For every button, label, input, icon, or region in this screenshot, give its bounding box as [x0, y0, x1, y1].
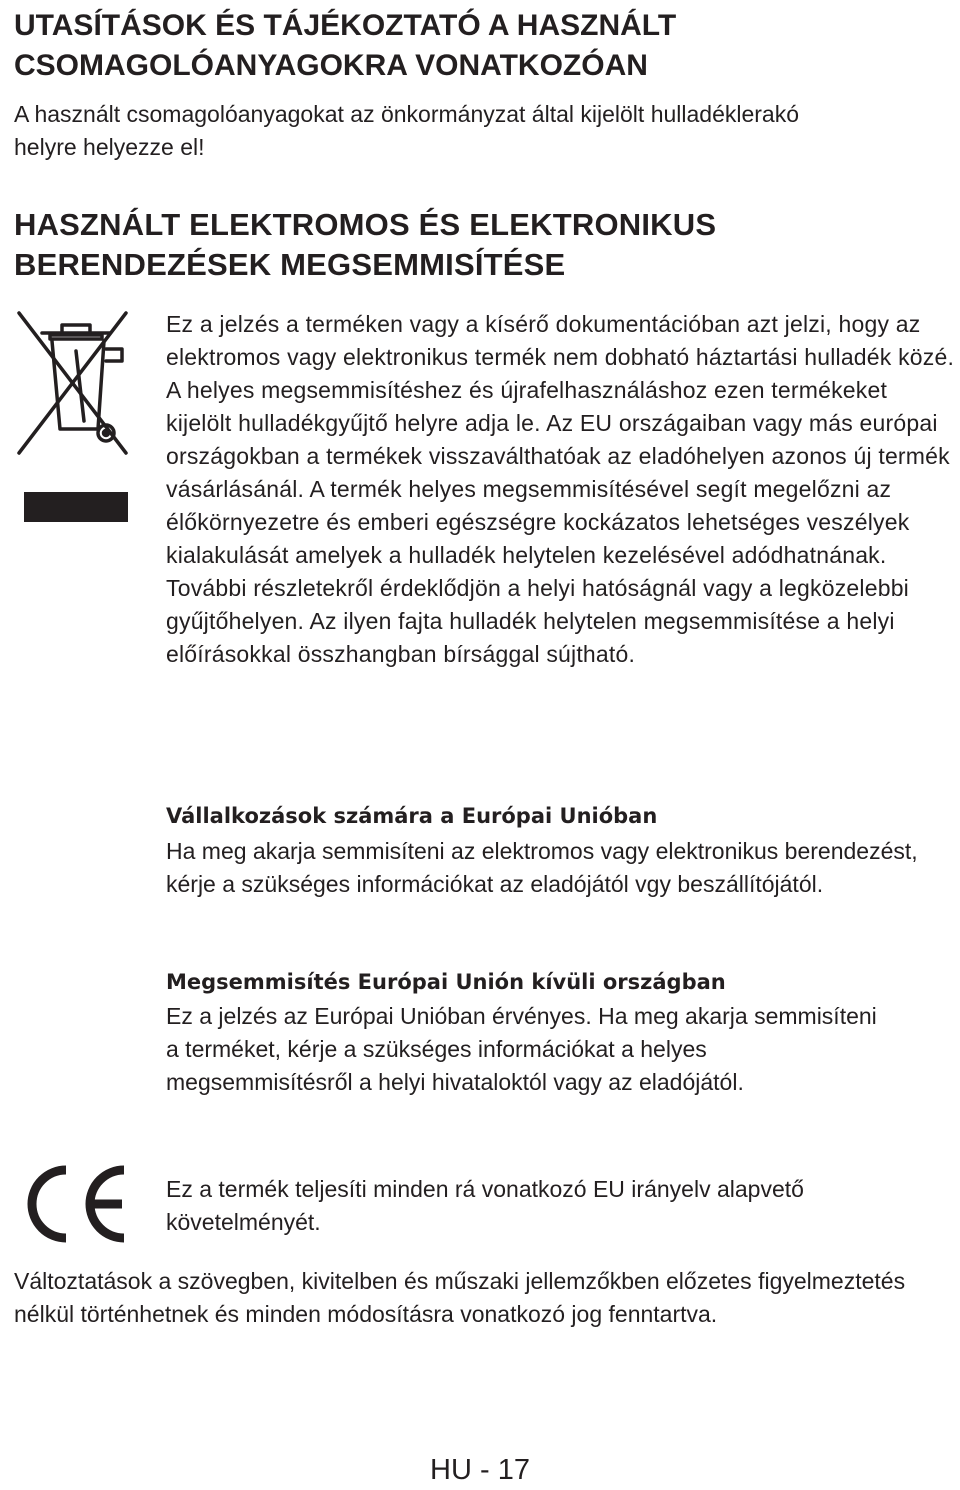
- outside-eu-text: Ez a jelzés az Európai Unióban érvényes. Ha meg akarja semmisíteni a terméket, kérje a szükséges információkat a helyes megsemmisítésről a helyi hivataloktól vagy az eladójától.: [166, 1003, 877, 1095]
- weee-heading-line1: HASZNÁLT ELEKTROMOS ÉS ELEKTRONIKUS: [14, 207, 717, 242]
- packaging-heading-line2: CSOMAGOLÓANYAGOKRA VONATKOZÓAN: [14, 49, 648, 82]
- outside-eu-heading: Megsemmisítés Európai Unión kívüli országban: [166, 970, 726, 994]
- crossed-out-wheelie-bin-icon: [14, 309, 132, 525]
- weee-text: Ez a jelzés a terméken vagy a kísérő dokumentációban azt jelzi, hogy az elektromos vagy elektronikus termék nem dobható háztartási hulladék közé. A helyes megsemmisítéshez és újrafelhasználáshoz ezen termékeket kijelölt hulladékgyűjtő helyre adja le. Az EU országaiban vagy más európai országokban a termékek visszaválthatóak az eladóhelyen azonos új termék vásárlásánál. A termék helyes megsemmisítésével segít megelőzni az élőkörnyezetre és emberi egészségre kockázatos lehetséges veszélyek kialakulását amelyek a hulladék helytelen kezelésével adódhatnának. További részletekről érdeklődjön a helyi hatóságnál vagy a legközelebbi gyűjtőhelyen. Az ilyen fajta hulladék helytelen megsemmisítése a helyi előírásokkal összhangban bírsággal sújtható.: [166, 311, 955, 667]
- business-heading: Vállalkozások számára a Európai Unióban: [166, 804, 658, 828]
- packaging-heading-line1: UTASÍTÁSOK ÉS TÁJÉKOZTATÓ A HASZNÁLT: [14, 9, 677, 42]
- weee-heading-line2: BERENDEZÉSEK MEGSEMMISÍTÉSE: [14, 247, 566, 282]
- ce-mark-icon: [20, 1162, 130, 1246]
- changes-notice: Változtatások a szövegben, kivitelben és műszaki jellemzőkben előzetes figyelmeztetés nélkül történhetnek és minden módosításra vonatkozó jog fenntartva.: [14, 1268, 906, 1327]
- ce-text: Ez a termék teljesíti minden rá vonatkozó EU irányelv alapvető követelményét.: [166, 1176, 804, 1235]
- business-text: Ha meg akarja semmisíteni az elektromos vagy elektronikus berendezést, kérje a szükséges információkat az eladójától vgy beszállítójától.: [166, 838, 918, 897]
- packaging-text: A használt csomagolóanyagokat az önkormányzat által kijelölt hulladéklerakó helyre helyezze el!: [14, 101, 800, 160]
- page-number: HU - 17: [430, 1454, 530, 1486]
- weee-heading: [14, 205, 934, 285]
- packaging-heading: [14, 6, 934, 86]
